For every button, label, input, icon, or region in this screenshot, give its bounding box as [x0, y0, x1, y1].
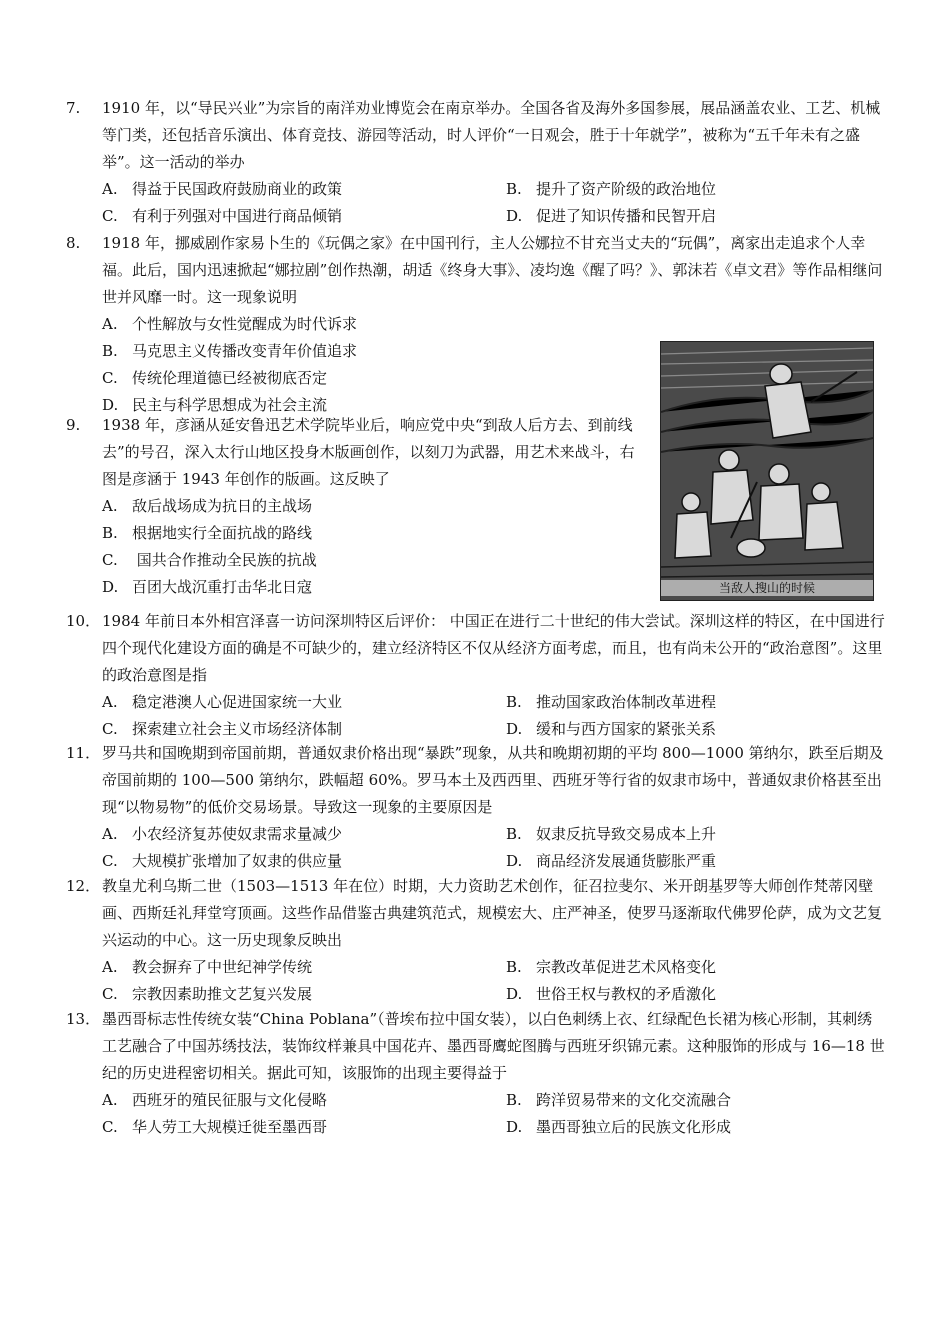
option-d[interactable]: D. 墨西哥独立后的民族文化形成: [506, 1118, 732, 1136]
question-number: 11．: [66, 744, 101, 762]
woodcut-illustration: [661, 342, 873, 600]
option-d[interactable]: D. 世俗王权与教权的矛盾激化: [506, 985, 717, 1003]
option-c[interactable]: C. 有利于列强对中国进行商品倾销: [102, 207, 343, 225]
options: [102, 954, 886, 1008]
question-number: 13．: [66, 1010, 101, 1028]
option-a[interactable]: A. 小农经济复苏使奴隶需求量减少: [102, 825, 343, 843]
options: [102, 493, 648, 601]
options: [102, 176, 886, 230]
option-a[interactable]: A. 得益于民国政府鼓励商业的政策: [102, 180, 343, 198]
question-stem: 1938 年，彦涵从延安鲁迅艺术学院毕业后，响应党中央“到敌人后方去、到前线去”的号召，深入太行山地区投身木版画创作，以刻刀为武器，用艺术来战斗，右图是彦涵于 1943 年创作的版画。这反映了: [102, 416, 635, 488]
woodcut-print-image: [660, 341, 874, 601]
option-b[interactable]: B. 提升了资产阶级的政治地位: [506, 180, 717, 198]
question-13: [66, 1006, 886, 1141]
question-9: [66, 412, 648, 601]
question-number: 9.: [66, 416, 81, 434]
options: [102, 821, 886, 875]
option-c[interactable]: C. 华人劳工大规模迁徙至墨西哥: [102, 1118, 328, 1136]
question-stem: 教皇尤利乌斯二世（1503—1513 年在位）时期，大力资助艺术创作，征召拉斐尔、米开朗基罗等大师创作梵蒂冈壁画、西斯廷礼拜堂穹顶画。这些作品借鉴古典建筑范式，规模宏大、庄严神圣，使罗马逐渐取代佛罗伦萨，成为文艺复兴运动的中心。这一历史现象反映出: [102, 877, 883, 949]
question-number: 10．: [66, 612, 101, 630]
option-c[interactable]: C. 国共合作推动全民族的抗战: [102, 551, 317, 569]
question-7: [66, 95, 886, 230]
question-stem: 1910 年，以“导民兴业”为宗旨的南洋劝业博览会在南京举办。全国各省及海外多国参展，展品涵盖农业、工艺、机械等门类，还包括音乐演出、体育竞技、游园等活动，时人评价“一日观会，胜于十年就学”，被称为“五千年未有之盛举”。这一活动的举办: [102, 99, 881, 171]
option-b[interactable]: B. 推动国家政治体制改革进程: [506, 693, 717, 711]
option-a[interactable]: A. 稳定港澳人心促进国家统一大业: [102, 693, 343, 711]
option-c[interactable]: C. 大规模扩张增加了奴隶的供应量: [102, 852, 343, 870]
question-stem: 墨西哥标志性传统女装“China Poblana”（普埃布拉中国女装），以白色刺绣上衣、红绿配色长裙为核心形制，其刺绣工艺融合了中国苏绣技法，装饰纹样兼具中国花卉、墨西哥鹰蛇图腾与西班牙织锦元素。这种服饰的形成与 16—18 世纪的历史进程密切相关。据此可知，该服饰的出现主要得益于: [102, 1010, 885, 1082]
option-a[interactable]: A. 个性解放与女性觉醒成为时代诉求: [102, 315, 358, 333]
question-11: [66, 740, 886, 875]
option-d[interactable]: D. 百团大战沉重打击华北日寇: [102, 578, 313, 596]
option-c[interactable]: C. 宗教因素助推文艺复兴发展: [102, 985, 313, 1003]
option-a[interactable]: A. 教会摒弃了中世纪神学传统: [102, 958, 313, 976]
option-d[interactable]: D. 民主与科学思想成为社会主流: [102, 396, 328, 414]
question-number: 8.: [66, 234, 81, 252]
option-c[interactable]: C. 传统伦理道德已经被彻底否定: [102, 369, 328, 387]
options: [102, 1087, 886, 1141]
question-number: 7.: [66, 99, 81, 117]
option-d[interactable]: D. 缓和与西方国家的紧张关系: [506, 720, 717, 738]
question-number: 12．: [66, 877, 101, 895]
option-b[interactable]: B. 奴隶反抗导致交易成本上升: [506, 825, 717, 843]
option-b[interactable]: B. 跨洋贸易带来的文化交流融合: [506, 1091, 732, 1109]
option-c[interactable]: C. 探索建立社会主义市场经济体制: [102, 720, 343, 738]
question-10: [66, 608, 886, 743]
option-a[interactable]: A. 西班牙的殖民征服与文化侵略: [102, 1091, 328, 1109]
option-b[interactable]: B. 宗教改革促进艺术风格变化: [506, 958, 717, 976]
option-b[interactable]: B. 马克思主义传播改变青年价值追求: [102, 342, 358, 360]
question-stem: 1918 年，挪威剧作家易卜生的《玩偶之家》在中国刊行，主人公娜拉不甘充当丈夫的“玩偶”，离家出走追求个人幸福。此后，国内迅速掀起“娜拉剧”创作热潮，胡适《终身大事》、凌均逸《醒了吗？》、郭沫若《卓文君》等作品相继问世并风靡一时。这一现象说明: [102, 234, 883, 306]
option-b[interactable]: B. 根据地实行全面抗战的路线: [102, 524, 313, 542]
question-stem: 1984 年前日本外相宫泽喜一访问深圳特区后评价： 中国正在进行二十世纪的伟大尝试。深圳这样的特区，在中国进行四个现代化建设方面的确是不可缺少的，建立经济特区不仅从经济方面考虑，而且，也有尚未公开的“政治意图”。这里的政治意图是指: [102, 612, 885, 684]
question-12: [66, 873, 886, 1008]
image-caption: 当敌人搜山的时候: [661, 580, 873, 596]
option-a[interactable]: A. 敌后战场成为抗日的主战场: [102, 497, 313, 515]
options: [102, 689, 886, 743]
question-stem: 罗马共和国晚期到帝国前期，普通奴隶价格出现“暴跌”现象，从共和晚期初期的平均 800—1000 第纳尔，跌至后期及帝国前期的 100—500 第纳尔，跌幅超 60%。罗马本土及西西里、西班牙等行省的奴隶市场中，普通奴隶价格甚至出现“以物易物”的低价交易场景。导致这一现象的主要原因是: [102, 744, 884, 816]
option-d[interactable]: D. 商品经济发展通货膨胀严重: [506, 852, 717, 870]
option-d[interactable]: D. 促进了知识传播和民智开启: [506, 207, 717, 225]
